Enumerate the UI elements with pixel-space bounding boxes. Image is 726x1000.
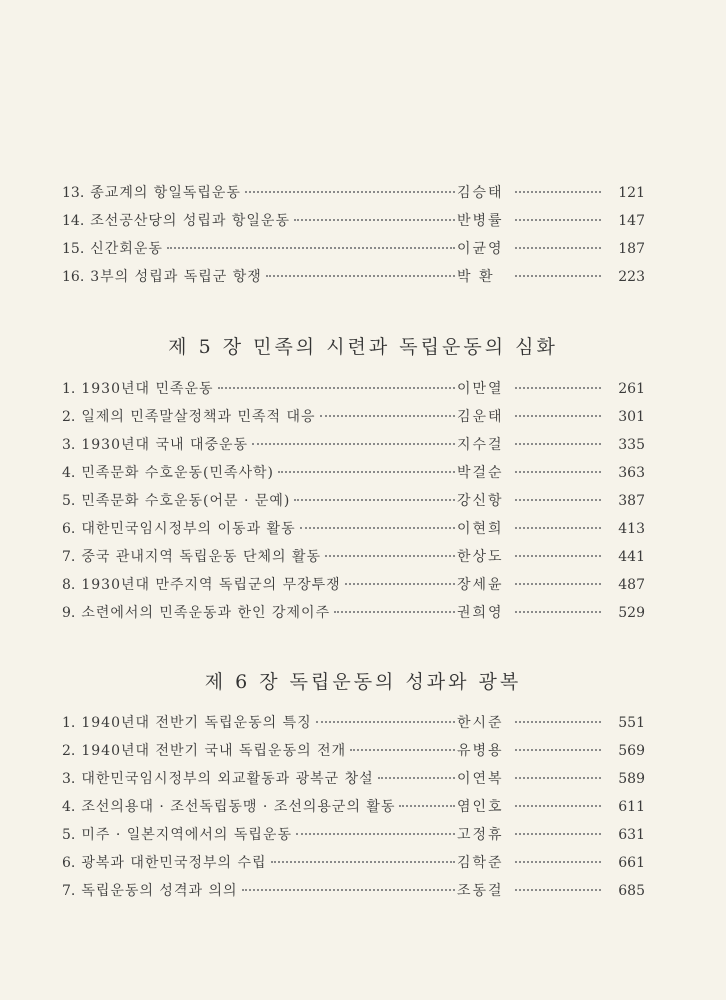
leader-dots xyxy=(515,275,601,277)
leader-dots xyxy=(515,611,601,613)
entry-number: 6. xyxy=(62,855,76,871)
leader-dots xyxy=(515,833,601,835)
entry-number: 2. xyxy=(62,409,76,425)
leader-dots xyxy=(320,415,455,417)
entry-page-number: 147 xyxy=(618,213,645,229)
entry-number: 5. xyxy=(62,493,76,509)
leader-dots xyxy=(515,471,601,473)
entry-number: 5. xyxy=(62,827,76,843)
entry-author: 김학준 xyxy=(457,855,504,871)
entry-author: 한시준 xyxy=(457,715,504,731)
entry-page-number: 631 xyxy=(618,827,645,843)
leader-dots xyxy=(515,889,601,891)
entry-title: 3부의 성립과 독립군 항쟁 xyxy=(90,269,262,285)
entry-title: 신간회운동 xyxy=(90,241,163,257)
entry-number: 4. xyxy=(62,465,76,481)
entry-title: 대한민국임시정부의 외교활동과 광복군 창설 xyxy=(81,771,374,787)
toc-entry xyxy=(62,740,645,768)
entry-title: 미주 · 일본지역에서의 독립운동 xyxy=(81,827,292,843)
entry-page-number: 661 xyxy=(618,855,645,871)
leader-dots xyxy=(350,749,455,751)
entry-page-number: 261 xyxy=(618,381,645,397)
toc-entry xyxy=(62,490,645,518)
entry-page-number: 335 xyxy=(618,437,645,453)
entry-title: 종교계의 항일독립운동 xyxy=(90,185,241,201)
leader-dots xyxy=(515,443,601,445)
entry-number: 1. xyxy=(62,381,76,397)
leader-dots xyxy=(515,499,601,501)
leader-dots xyxy=(515,527,601,529)
entry-title: 1940년대 전반기 국내 독립운동의 전개 xyxy=(81,743,347,759)
entry-page-number: 589 xyxy=(618,771,645,787)
leader-dots xyxy=(167,247,455,249)
entry-title: 1930년대 민족운동 xyxy=(81,381,214,397)
entry-author: 이현희 xyxy=(457,521,504,537)
entry-title: 민족문화 수호운동(민족사학) xyxy=(81,465,275,481)
entry-title: 독립운동의 성격과 의의 xyxy=(81,883,238,899)
entry-author: 이연복 xyxy=(457,771,504,787)
entry-author: 김승태 xyxy=(457,185,504,201)
leader-dots xyxy=(515,583,601,585)
entry-page-number: 685 xyxy=(618,883,645,899)
toc-entry xyxy=(62,378,645,406)
entry-author: 고정휴 xyxy=(457,827,504,843)
entry-title: 조선의용대 · 조선독립동맹 · 조선의용군의 활동 xyxy=(81,799,396,815)
entry-number: 7. xyxy=(62,883,76,899)
entry-number: 13. xyxy=(62,185,85,201)
leader-dots xyxy=(515,777,601,779)
toc-entry xyxy=(62,852,645,880)
toc-entry xyxy=(62,824,645,852)
toc-entry xyxy=(62,880,645,908)
toc-entry xyxy=(62,434,645,462)
toc-entry xyxy=(62,266,645,294)
toc-section-chapter-5 xyxy=(62,378,645,630)
leader-dots xyxy=(515,415,601,417)
entry-author: 유병용 xyxy=(457,743,504,759)
entry-title: 1930년대 국내 대중운동 xyxy=(81,437,249,453)
leader-dots xyxy=(515,861,601,863)
toc-entry xyxy=(62,768,645,796)
toc-section-chapter-6 xyxy=(62,712,645,908)
entry-author: 권희영 xyxy=(457,605,504,621)
entry-number: 3. xyxy=(62,771,76,787)
toc-entry xyxy=(62,602,645,630)
leader-dots xyxy=(334,611,455,613)
entry-author: 염인호 xyxy=(457,799,504,815)
leader-dots xyxy=(345,583,455,585)
leader-dots xyxy=(266,275,455,277)
chapter-5-heading: 제 5 장 민족의 시련과 독립운동의 심화 xyxy=(168,336,558,358)
entry-number: 15. xyxy=(62,241,85,257)
toc-entry xyxy=(62,546,645,574)
entry-author: 조동걸 xyxy=(457,883,504,899)
entry-page-number: 487 xyxy=(618,577,645,593)
toc-entry xyxy=(62,796,645,824)
entry-page-number: 529 xyxy=(618,605,645,621)
entry-title: 민족문화 수호운동(어문 · 문예) xyxy=(81,493,291,509)
entry-author: 한상도 xyxy=(457,549,504,565)
entry-page-number: 301 xyxy=(618,409,645,425)
entry-page-number: 363 xyxy=(618,465,645,481)
entry-title: 1930년대 만주지역 독립군의 무장투쟁 xyxy=(81,577,341,593)
entry-number: 7. xyxy=(62,549,76,565)
entry-title: 중국 관내지역 독립운동 단체의 활동 xyxy=(81,549,322,565)
entry-page-number: 387 xyxy=(618,493,645,509)
leader-dots xyxy=(515,555,601,557)
entry-title: 1940년대 전반기 독립운동의 특징 xyxy=(81,715,312,731)
leader-dots xyxy=(515,219,601,221)
toc-entry xyxy=(62,406,645,434)
leader-dots xyxy=(325,555,455,557)
leader-dots xyxy=(378,777,455,779)
leader-dots xyxy=(316,721,455,723)
toc-entry xyxy=(62,712,645,740)
leader-dots xyxy=(515,247,601,249)
entry-title: 조선공산당의 성립과 항일운동 xyxy=(90,213,290,229)
entry-page-number: 569 xyxy=(618,743,645,759)
leader-dots xyxy=(515,749,601,751)
entry-number: 9. xyxy=(62,605,76,621)
leader-dots xyxy=(242,889,456,891)
entry-number: 14. xyxy=(62,213,85,229)
entry-title: 일제의 민족말살정책과 민족적 대응 xyxy=(81,409,316,425)
entry-author: 이만열 xyxy=(457,381,504,397)
leader-dots xyxy=(252,443,455,445)
entry-author: 지수걸 xyxy=(457,437,504,453)
toc-section-chapter-4-continued xyxy=(62,182,645,294)
entry-page-number: 441 xyxy=(618,549,645,565)
entry-number: 4. xyxy=(62,799,76,815)
toc-entry xyxy=(62,182,645,210)
entry-page-number: 413 xyxy=(618,521,645,537)
entry-author: 박 환 xyxy=(457,269,495,285)
leader-dots xyxy=(515,721,601,723)
leader-dots xyxy=(399,805,455,807)
entry-title: 대한민국임시정부의 이동과 활동 xyxy=(81,521,296,537)
leader-dots xyxy=(218,387,455,389)
leader-dots xyxy=(294,219,455,221)
leader-dots xyxy=(294,499,455,501)
entry-title: 광복과 대한민국정부의 수립 xyxy=(81,855,267,871)
leader-dots xyxy=(245,191,455,193)
toc-entry xyxy=(62,462,645,490)
toc-entry xyxy=(62,574,645,602)
entry-number: 6. xyxy=(62,521,76,537)
toc-entry xyxy=(62,210,645,238)
leader-dots xyxy=(300,527,455,529)
leader-dots xyxy=(278,471,455,473)
entry-page-number: 551 xyxy=(618,715,645,731)
entry-author: 이균영 xyxy=(457,241,504,257)
leader-dots xyxy=(271,861,455,863)
leader-dots xyxy=(515,805,601,807)
entry-number: 8. xyxy=(62,577,76,593)
toc-entry xyxy=(62,518,645,546)
entry-author: 반병률 xyxy=(457,213,504,229)
entry-author: 장세윤 xyxy=(457,577,504,593)
entry-number: 2. xyxy=(62,743,76,759)
entry-page-number: 187 xyxy=(618,241,645,257)
entry-author: 박걸순 xyxy=(457,465,504,481)
entry-author: 강신항 xyxy=(457,493,504,509)
entry-number: 1. xyxy=(62,715,76,731)
leader-dots xyxy=(515,387,601,389)
entry-number: 16. xyxy=(62,269,85,285)
leader-dots xyxy=(515,191,601,193)
leader-dots xyxy=(296,833,455,835)
toc-entry xyxy=(62,238,645,266)
entry-author: 김운태 xyxy=(457,409,504,425)
chapter-6-heading: 제 6 장 독립운동의 성과와 광복 xyxy=(204,671,522,693)
entry-page-number: 121 xyxy=(618,185,645,201)
entry-page-number: 223 xyxy=(618,269,645,285)
entry-number: 3. xyxy=(62,437,76,453)
entry-page-number: 611 xyxy=(618,799,645,815)
entry-title: 소련에서의 민족운동과 한인 강제이주 xyxy=(81,605,331,621)
